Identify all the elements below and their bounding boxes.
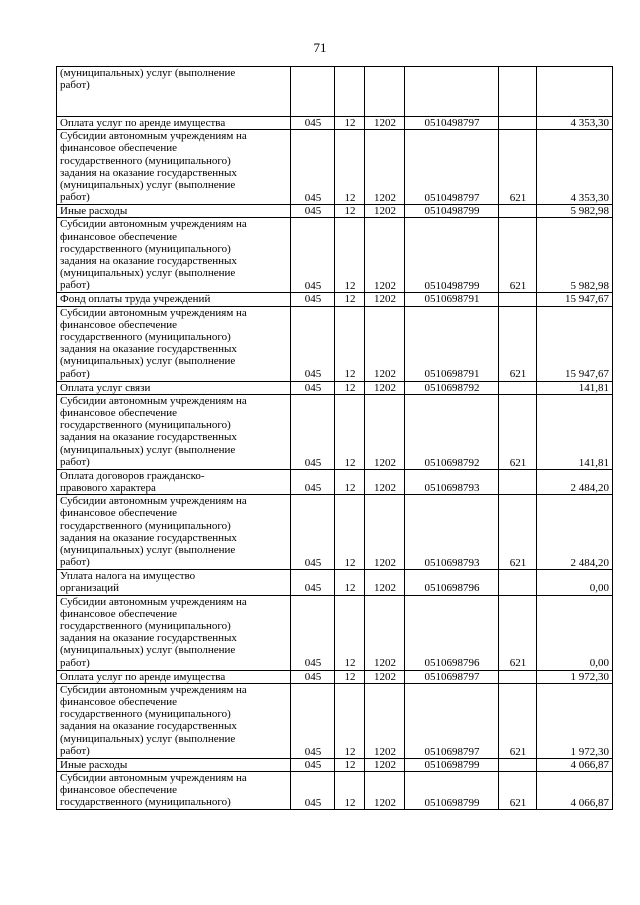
target-code: 0510698797 [405, 683, 499, 758]
subsection-code: 1202 [365, 683, 405, 758]
section-code: 12 [335, 394, 365, 469]
expense-type-code [499, 205, 537, 218]
amount [537, 67, 613, 117]
expense-name: Оплата услуг по аренде имущества [57, 670, 291, 683]
dept-code: 045 [291, 205, 335, 218]
dept-code: 045 [291, 772, 335, 810]
table-row [57, 758, 613, 771]
expense-name: Субсидии автономным учреждениям на финансовое обеспечение государственного (муниципального) задания на оказание государственных (муниципальных) услуг (выполнение работ) [57, 218, 291, 293]
expense-type-code [499, 67, 537, 117]
subsection-code: 1202 [365, 495, 405, 570]
section-code: 12 [335, 683, 365, 758]
expense-name: Фонд оплаты труда учреждений [57, 293, 291, 306]
target-code: 0510498797 [405, 117, 499, 130]
expense-name: Иные расходы [57, 205, 291, 218]
expense-type-code: 621 [499, 130, 537, 205]
target-code: 0510698797 [405, 670, 499, 683]
subsection-code [365, 67, 405, 117]
amount: 0,00 [537, 570, 613, 595]
expense-type-code: 621 [499, 218, 537, 293]
subsection-code: 1202 [365, 469, 405, 494]
section-code: 12 [335, 293, 365, 306]
subsection-code: 1202 [365, 205, 405, 218]
dept-code: 045 [291, 758, 335, 771]
target-code: 0510698792 [405, 381, 499, 394]
amount: 0,00 [537, 595, 613, 670]
dept-code: 045 [291, 218, 335, 293]
subsection-code: 1202 [365, 381, 405, 394]
table-row [57, 495, 613, 570]
subsection-code: 1202 [365, 595, 405, 670]
amount: 15 947,67 [537, 293, 613, 306]
subsection-code: 1202 [365, 394, 405, 469]
expense-name: Субсидии автономным учреждениям на финансовое обеспечение государственного (муниципального) задания на оказание государственных (муниципальных) услуг (выполнение работ) [57, 495, 291, 570]
expense-name: Субсидии автономным учреждениям на финансовое обеспечение государственного (муниципального) задания на оказание государственных (муниципальных) услуг (выполнение работ) [57, 306, 291, 381]
table-row [57, 205, 613, 218]
expense-type-code [499, 570, 537, 595]
amount: 4 353,30 [537, 117, 613, 130]
dept-code [291, 67, 335, 117]
target-code: 0510498797 [405, 130, 499, 205]
dept-code: 045 [291, 117, 335, 130]
expense-type-code: 621 [499, 683, 537, 758]
amount: 2 484,20 [537, 469, 613, 494]
target-code: 0510498799 [405, 218, 499, 293]
target-code: 0510698793 [405, 469, 499, 494]
expense-type-code: 621 [499, 394, 537, 469]
section-code: 12 [335, 570, 365, 595]
section-code: 12 [335, 469, 365, 494]
dept-code: 045 [291, 306, 335, 381]
subsection-code: 1202 [365, 130, 405, 205]
table-row [57, 394, 613, 469]
expense-name: Субсидии автономным учреждениям на финансовое обеспечение государственного (муниципального) задания на оказание государственных (муниципальных) услуг (выполнение работ) [57, 130, 291, 205]
section-code: 12 [335, 117, 365, 130]
subsection-code: 1202 [365, 670, 405, 683]
section-code: 12 [335, 495, 365, 570]
dept-code: 045 [291, 381, 335, 394]
target-code: 0510698793 [405, 495, 499, 570]
table-row [57, 306, 613, 381]
target-code: 0510698796 [405, 595, 499, 670]
subsection-code: 1202 [365, 293, 405, 306]
subsection-code: 1202 [365, 758, 405, 771]
expense-type-code: 621 [499, 772, 537, 810]
amount: 1 972,30 [537, 683, 613, 758]
amount: 5 982,98 [537, 205, 613, 218]
table-row [57, 772, 613, 810]
subsection-code: 1202 [365, 570, 405, 595]
amount: 141,81 [537, 381, 613, 394]
amount: 4 353,30 [537, 130, 613, 205]
dept-code: 045 [291, 595, 335, 670]
target-code: 0510698799 [405, 772, 499, 810]
expense-name: Субсидии автономным учреждениям на финансовое обеспечение государственного (муниципального) задания на оказание государственных (муниципальных) услуг (выполнение работ) [57, 595, 291, 670]
subsection-code: 1202 [365, 218, 405, 293]
expense-name: (муниципальных) услуг (выполнение работ) [57, 67, 291, 117]
expense-name: Уплата налога на имущество организаций [57, 570, 291, 595]
dept-code: 045 [291, 495, 335, 570]
dept-code: 045 [291, 293, 335, 306]
amount: 4 066,87 [537, 772, 613, 810]
expense-type-code: 621 [499, 495, 537, 570]
target-code: 0510498799 [405, 205, 499, 218]
section-code: 12 [335, 218, 365, 293]
dept-code: 045 [291, 394, 335, 469]
expense-type-code: 621 [499, 306, 537, 381]
dept-code: 045 [291, 683, 335, 758]
expense-type-code [499, 381, 537, 394]
expense-name: Субсидии автономным учреждениям на финансовое обеспечение государственного (муниципального) [57, 772, 291, 810]
table-row [57, 570, 613, 595]
table-row [57, 381, 613, 394]
subsection-code: 1202 [365, 772, 405, 810]
table-row [57, 218, 613, 293]
expense-name: Субсидии автономным учреждениям на финансовое обеспечение государственного (муниципального) задания на оказание государственных (муниципальных) услуг (выполнение работ) [57, 683, 291, 758]
table-row [57, 67, 613, 117]
table-row [57, 595, 613, 670]
expense-name: Оплата услуг связи [57, 381, 291, 394]
section-code [335, 67, 365, 117]
section-code: 12 [335, 670, 365, 683]
target-code [405, 67, 499, 117]
section-code: 12 [335, 772, 365, 810]
subsection-code: 1202 [365, 306, 405, 381]
expense-name: Оплата услуг по аренде имущества [57, 117, 291, 130]
section-code: 12 [335, 758, 365, 771]
subsection-code: 1202 [365, 117, 405, 130]
section-code: 12 [335, 595, 365, 670]
section-code: 12 [335, 205, 365, 218]
amount: 1 972,30 [537, 670, 613, 683]
expense-type-code [499, 117, 537, 130]
table-row [57, 670, 613, 683]
expense-type-code [499, 469, 537, 494]
expense-type-code [499, 670, 537, 683]
expense-type-code [499, 758, 537, 771]
table-row [57, 293, 613, 306]
dept-code: 045 [291, 670, 335, 683]
dept-code: 045 [291, 469, 335, 494]
section-code: 12 [335, 306, 365, 381]
target-code: 0510698792 [405, 394, 499, 469]
target-code: 0510698796 [405, 570, 499, 595]
expense-name: Субсидии автономным учреждениям на финансовое обеспечение государственного (муниципального) задания на оказание государственных (муниципальных) услуг (выполнение работ) [57, 394, 291, 469]
expense-name: Оплата договоров гражданско- правового характера [57, 469, 291, 494]
target-code: 0510698799 [405, 758, 499, 771]
section-code: 12 [335, 381, 365, 394]
table-row [57, 683, 613, 758]
dept-code: 045 [291, 130, 335, 205]
dept-code: 045 [291, 570, 335, 595]
amount: 15 947,67 [537, 306, 613, 381]
page-number: 71 [313, 40, 327, 55]
amount: 2 484,20 [537, 495, 613, 570]
table-row [57, 117, 613, 130]
amount: 141,81 [537, 394, 613, 469]
amount: 5 982,98 [537, 218, 613, 293]
target-code: 0510698791 [405, 293, 499, 306]
section-code: 12 [335, 130, 365, 205]
amount: 4 066,87 [537, 758, 613, 771]
table-row [57, 469, 613, 494]
budget-table [56, 66, 613, 810]
table-row [57, 130, 613, 205]
expense-name: Иные расходы [57, 758, 291, 771]
target-code: 0510698791 [405, 306, 499, 381]
expense-type-code: 621 [499, 595, 537, 670]
expense-type-code [499, 293, 537, 306]
